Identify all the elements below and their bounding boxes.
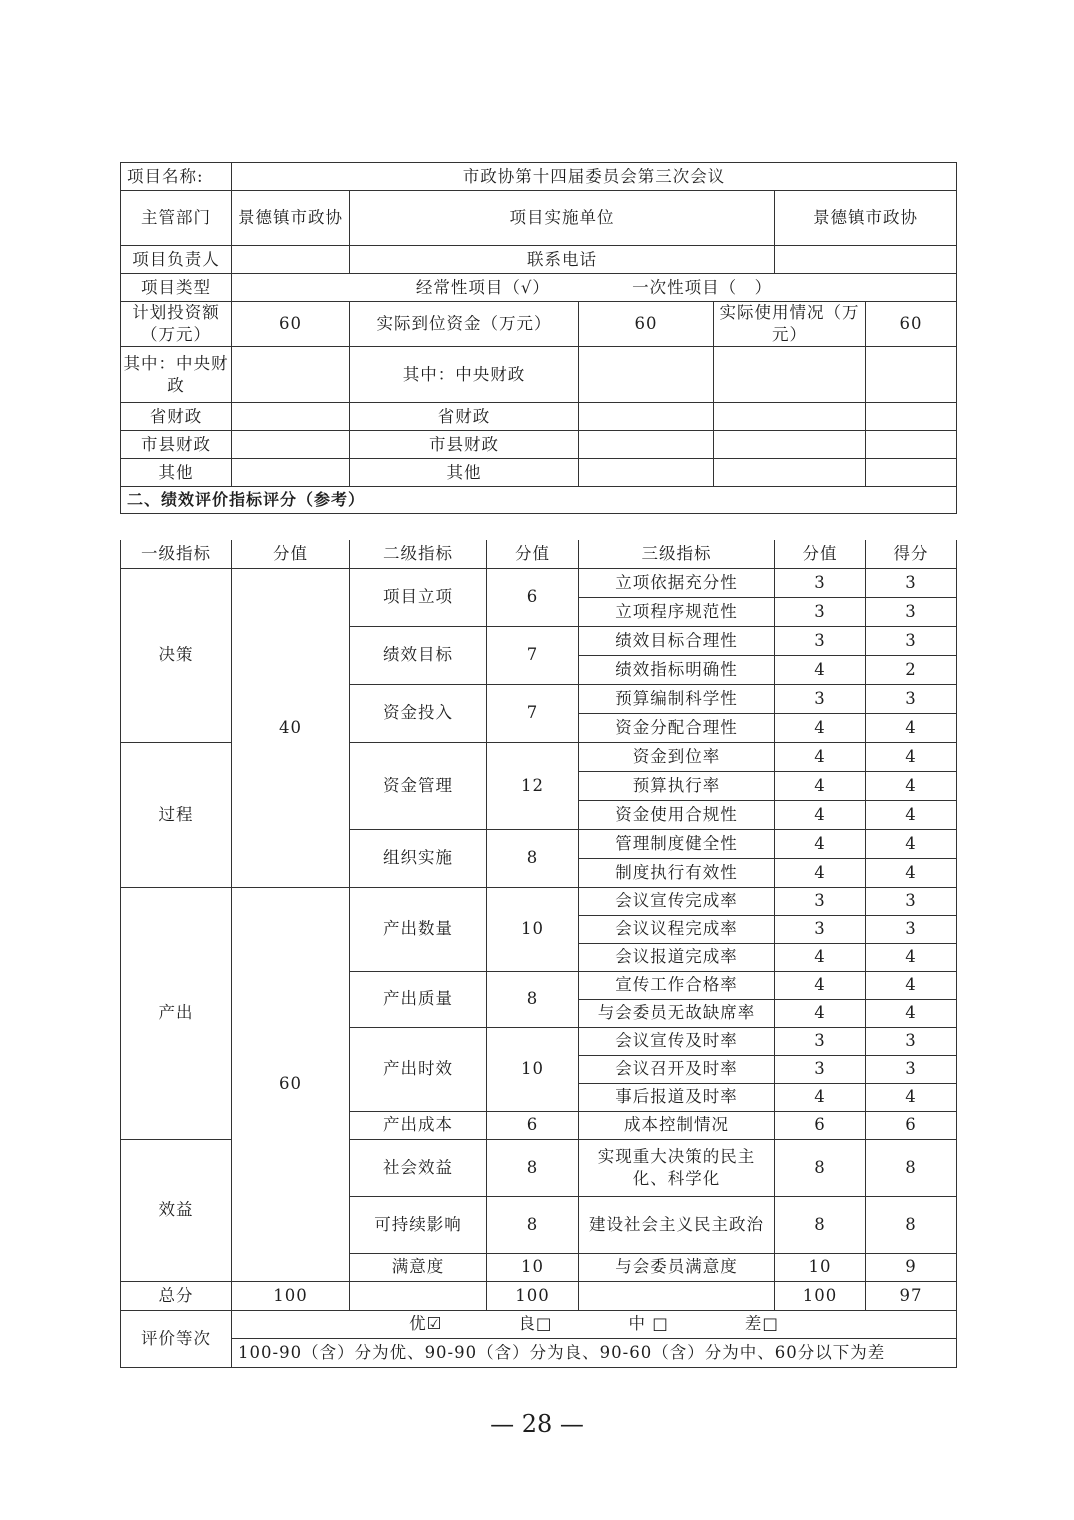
column-header: 分值: [775, 540, 866, 568]
total-got: 97: [866, 1281, 957, 1310]
level2-score: 10: [487, 1253, 579, 1281]
level3-indicator: 立项程序规范性: [579, 597, 775, 626]
level3-indicator: 宣传工作合格率: [579, 971, 775, 999]
level3-indicator: 资金到位率: [579, 742, 775, 771]
level3-got: 3: [866, 597, 957, 626]
city-label-2: 市县财政: [350, 431, 579, 459]
level3-score: 4: [775, 971, 866, 999]
project-name-label: 项目名称:: [121, 163, 232, 191]
level3-score: 4: [775, 858, 866, 887]
level3-got: 6: [866, 1111, 957, 1139]
empty-cell: [579, 1281, 775, 1310]
type-label: 项目类型: [121, 274, 232, 302]
column-header: 得分: [866, 540, 957, 568]
total-level3-score: 100: [775, 1281, 866, 1310]
province-label-2: 省财政: [350, 403, 579, 431]
level3-score: 3: [775, 684, 866, 713]
section-title: 二、绩效评价指标评分（参考）: [121, 487, 957, 514]
level2-indicator: 组织实施: [350, 829, 487, 887]
level1-indicator: 产出: [121, 887, 232, 1139]
level3-score: 3: [775, 568, 866, 597]
total-level1-score: 100: [232, 1281, 350, 1310]
actual-label: 实际到位资金（万元）: [350, 302, 579, 347]
level3-score: 3: [775, 626, 866, 655]
level2-indicator: 产出数量: [350, 887, 487, 971]
level3-indicator: 与会委员满意度: [579, 1253, 775, 1281]
level3-indicator: 会议宣传及时率: [579, 1027, 775, 1055]
level3-score: 8: [775, 1196, 866, 1253]
leader-value: [232, 246, 350, 274]
level1-indicator: 效益: [121, 1139, 232, 1281]
level3-got: 3: [866, 568, 957, 597]
empty-cell: [866, 347, 957, 403]
empty-cell: [714, 459, 866, 487]
empty-cell: [232, 459, 350, 487]
empty-cell: [714, 431, 866, 459]
city-label: 市县财政: [121, 431, 232, 459]
empty-cell: [866, 431, 957, 459]
total-level2-score: 100: [487, 1281, 579, 1310]
level3-score: 8: [775, 1139, 866, 1196]
empty-cell: [232, 403, 350, 431]
table-row: [121, 887, 957, 915]
phone-label: 联系电话: [350, 246, 775, 274]
page-number: — 28 —: [490, 1410, 584, 1438]
level2-indicator: 满意度: [350, 1253, 487, 1281]
level3-score: 10: [775, 1253, 866, 1281]
level3-indicator: 管理制度健全性: [579, 829, 775, 858]
level2-indicator: 资金投入: [350, 684, 487, 742]
central-label-2: 其中：中央财政: [350, 347, 579, 403]
column-header: 分值: [487, 540, 579, 568]
empty-cell: [350, 1281, 487, 1310]
level3-indicator: 绩效指标明确性: [579, 655, 775, 684]
level2-score: 12: [487, 742, 579, 829]
level3-indicator: 与会委员无故缺席率: [579, 999, 775, 1027]
level3-score: 4: [775, 771, 866, 800]
level3-indicator: 预算执行率: [579, 771, 775, 800]
grade-option: 优☑: [409, 1314, 443, 1333]
column-header: 二级指标: [350, 540, 487, 568]
level3-score: 3: [775, 915, 866, 943]
level3-got: 4: [866, 943, 957, 971]
plan-label: 计划投资额（万元）: [121, 302, 232, 347]
level3-got: 3: [866, 626, 957, 655]
level1-indicator: 决策: [121, 568, 232, 742]
empty-cell: [866, 459, 957, 487]
level2-indicator: 资金管理: [350, 742, 487, 829]
level1-score: 40: [232, 568, 350, 887]
level3-score: 3: [775, 1027, 866, 1055]
grade-option: 良□: [518, 1314, 553, 1333]
actual-value: 60: [579, 302, 714, 347]
level3-indicator: 会议宣传完成率: [579, 887, 775, 915]
level3-score: 3: [775, 887, 866, 915]
grade-note: 100-90（含）分为优、90-90（含）分为良、90-60（含）分为中、60分以下为差: [232, 1338, 957, 1367]
level3-got: 3: [866, 1055, 957, 1083]
level2-score: 8: [487, 1196, 579, 1253]
level2-indicator: 产出成本: [350, 1111, 487, 1139]
empty-cell: [714, 403, 866, 431]
level2-score: 7: [487, 684, 579, 742]
level3-got: 4: [866, 971, 957, 999]
level3-got: 8: [866, 1196, 957, 1253]
level3-got: 4: [866, 858, 957, 887]
level3-got: 9: [866, 1253, 957, 1281]
impl-label: 项目实施单位: [350, 191, 775, 246]
level3-indicator: 实现重大决策的民主化、科学化: [579, 1139, 775, 1196]
level3-got: 4: [866, 829, 957, 858]
impl-value: 景德镇市政协: [775, 191, 957, 246]
score-table: [120, 540, 957, 1368]
column-header: 三级指标: [579, 540, 775, 568]
usage-value: 60: [866, 302, 957, 347]
level3-got: 3: [866, 1027, 957, 1055]
grade-options: [232, 1310, 957, 1338]
dept-value: 景德镇市政协: [232, 191, 350, 246]
level3-score: 4: [775, 800, 866, 829]
central-label: 其中：中央财政: [121, 347, 232, 403]
empty-cell: [579, 403, 714, 431]
level3-indicator: 立项依据充分性: [579, 568, 775, 597]
empty-cell: [579, 431, 714, 459]
level2-score: 7: [487, 626, 579, 684]
leader-label: 项目负责人: [121, 246, 232, 274]
level3-got: 3: [866, 887, 957, 915]
other-label: 其他: [121, 459, 232, 487]
dept-label: 主管部门: [121, 191, 232, 246]
level3-got: 4: [866, 800, 957, 829]
level3-indicator: 事后报道及时率: [579, 1083, 775, 1111]
type-options: [232, 274, 957, 302]
level3-score: 6: [775, 1111, 866, 1139]
usage-label: 实际使用情况（万元）: [714, 302, 866, 347]
empty-cell: [714, 347, 866, 403]
level1-score: 60: [232, 887, 350, 1281]
level3-score: 3: [775, 597, 866, 626]
level3-indicator: 资金使用合规性: [579, 800, 775, 829]
table-row: [121, 568, 957, 597]
level3-score: 4: [775, 713, 866, 742]
level2-score: 6: [487, 1111, 579, 1139]
column-header: 一级指标: [121, 540, 232, 568]
level3-indicator: 会议议程完成率: [579, 915, 775, 943]
level2-indicator: 社会效益: [350, 1139, 487, 1196]
level3-score: 4: [775, 742, 866, 771]
level3-got: 4: [866, 742, 957, 771]
empty-cell: [232, 431, 350, 459]
empty-cell: [866, 403, 957, 431]
level2-score: 6: [487, 568, 579, 626]
column-header: 分值: [232, 540, 350, 568]
level3-got: 2: [866, 655, 957, 684]
project-info-table: [120, 162, 957, 514]
level2-score: 8: [487, 971, 579, 1027]
level3-got: 4: [866, 713, 957, 742]
other-label-2: 其他: [350, 459, 579, 487]
level3-score: 4: [775, 829, 866, 858]
level2-indicator: 可持续影响: [350, 1196, 487, 1253]
level3-indicator: 预算编制科学性: [579, 684, 775, 713]
level2-score: 10: [487, 887, 579, 971]
grade-label: 评价等次: [121, 1310, 232, 1367]
level3-indicator: 绩效目标合理性: [579, 626, 775, 655]
level2-score: 8: [487, 829, 579, 887]
level3-got: 3: [866, 684, 957, 713]
level3-indicator: 制度执行有效性: [579, 858, 775, 887]
level3-indicator: 成本控制情况: [579, 1111, 775, 1139]
empty-cell: [579, 347, 714, 403]
grade-row: [121, 1310, 957, 1338]
level3-got: 4: [866, 771, 957, 800]
level3-score: 4: [775, 999, 866, 1027]
level3-got: 3: [866, 915, 957, 943]
phone-value: [775, 246, 957, 274]
level3-score: 4: [775, 943, 866, 971]
level3-indicator: 建设社会主义民主政治: [579, 1196, 775, 1253]
level2-indicator: 产出时效: [350, 1027, 487, 1111]
level2-indicator: 项目立项: [350, 568, 487, 626]
province-label: 省财政: [121, 403, 232, 431]
level2-indicator: 绩效目标: [350, 626, 487, 684]
level1-indicator: 过程: [121, 742, 232, 887]
project-name-value: 市政协第十四届委员会第三次会议: [232, 163, 957, 191]
level3-got: 4: [866, 999, 957, 1027]
plan-value: 60: [232, 302, 350, 347]
level2-indicator: 产出质量: [350, 971, 487, 1027]
level2-score: 10: [487, 1027, 579, 1111]
empty-cell: [579, 459, 714, 487]
grade-note-row: [121, 1338, 957, 1367]
level3-score: 4: [775, 1083, 866, 1111]
level3-indicator: 资金分配合理性: [579, 713, 775, 742]
header-row: [121, 540, 957, 568]
type-regular: 经常性项目（√）: [415, 277, 550, 297]
total-row: [121, 1281, 957, 1310]
level3-indicator: 会议报道完成率: [579, 943, 775, 971]
level3-score: 4: [775, 655, 866, 684]
level3-got: 4: [866, 1083, 957, 1111]
level3-indicator: 会议召开及时率: [579, 1055, 775, 1083]
total-label: 总分: [121, 1281, 232, 1310]
level2-score: 8: [487, 1139, 579, 1196]
empty-cell: [232, 347, 350, 403]
level3-got: 8: [866, 1139, 957, 1196]
grade-option: 中 □: [628, 1314, 669, 1333]
type-once: 一次性项目（ ）: [632, 277, 773, 297]
grade-option: 差□: [744, 1314, 779, 1333]
level3-score: 3: [775, 1055, 866, 1083]
